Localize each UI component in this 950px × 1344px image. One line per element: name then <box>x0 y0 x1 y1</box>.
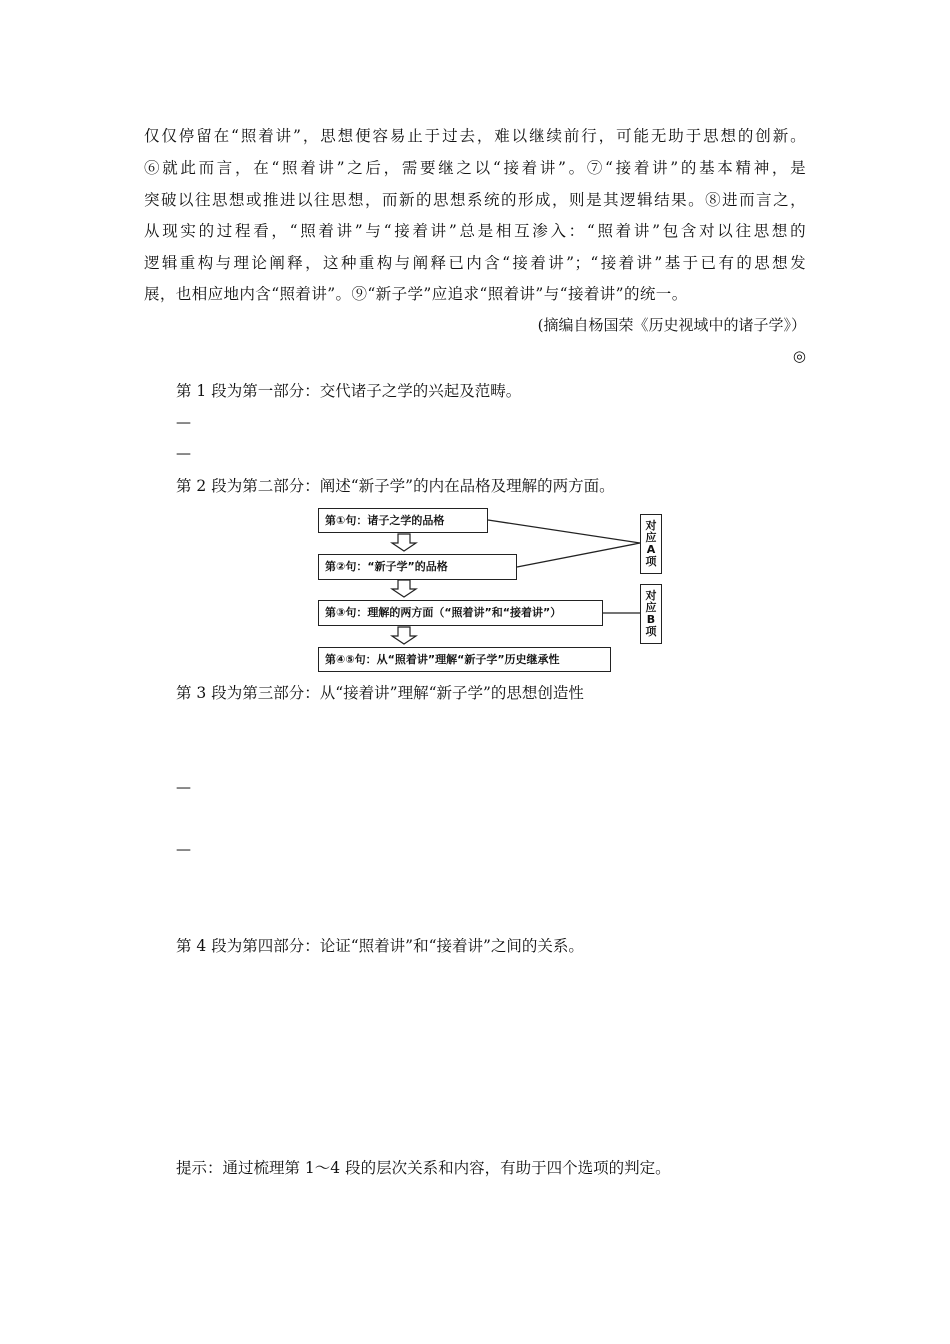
diagram-side-box-b <box>640 584 662 644</box>
passage-line-1: 仅仅停留在“照着讲”，思想便容易止于过去，难以继续前行，可能无助于思想的创新。 <box>144 127 806 145</box>
circle-marker-icon: ◎ <box>792 347 806 365</box>
blank-dash-4: — <box>176 840 191 858</box>
side-b-char-2: 应 <box>645 601 657 614</box>
passage-line-2: ⑥就此而言，在“照着讲”之后，需要继之以“接着讲”。⑦“接着讲”的基本精神，是 <box>144 159 806 177</box>
passage-line-5: 逻辑重构与理论阐释，这种重构与阐释已内含“接着讲”；“接着讲”基于已有的思想发 <box>144 254 806 272</box>
hint-text: 提示：通过梳理第 1～4 段的层次关系和内容，有助于四个选项的判定。 <box>176 1159 671 1177</box>
side-a-char-4: 项 <box>645 555 657 568</box>
diagram-box-sentence-4-5: 第④⑤句：从“照着讲”理解“新子学”历史继承性 <box>318 647 611 672</box>
side-a-char-1: 对 <box>645 519 657 532</box>
passage-line-6: 展，也相应地内含“照着讲”。⑨“新子学”应追求“照着讲”与“接着讲”的统一。 <box>144 285 688 303</box>
side-a-char-2: 应 <box>645 531 657 544</box>
passage-line-4: 从现实的过程看，“照着讲”与“接着讲”总是相互渗入：“照着讲”包含对以往思想的 <box>144 222 806 240</box>
passage-source: (摘编自杨国荣《历史视域中的诸子学》） <box>537 316 806 334</box>
blank-dash-3: — <box>176 778 191 796</box>
diagram-side-box-a <box>640 514 662 574</box>
side-b-char-1: 对 <box>645 589 657 602</box>
passage-line-3: 突破以往思想或推进以往思想，而新的思想系统的形成，则是其逻辑结果。⑧进而言之， <box>144 191 806 209</box>
side-b-char-4: 项 <box>645 625 657 638</box>
outline-part-1: 第 1 段为第一部分：交代诸子之学的兴起及范畴。 <box>176 382 522 400</box>
outline-part-4: 第 4 段为第四部分：论证“照着讲”和“接着讲”之间的关系。 <box>176 937 584 955</box>
diagram-box-sentence-2: 第②句：“新子学”的品格 <box>318 554 517 580</box>
outline-part-3: 第 3 段为第三部分：从“接着讲”理解“新子学”的思想创造性 <box>176 684 584 702</box>
side-a-char-3: A <box>646 543 656 556</box>
diagram-box-sentence-3: 第③句：理解的两方面（“照着讲”和“接着讲”） <box>318 600 603 626</box>
blank-dash-1: — <box>176 413 191 431</box>
outline-part-2: 第 2 段为第二部分：阐述“新子学”的内在品格及理解的两方面。 <box>176 477 615 495</box>
side-b-char-3: B <box>646 613 656 626</box>
blank-dash-2: — <box>176 444 191 462</box>
diagram-box-sentence-1: 第①句：诸子之学的品格 <box>318 508 488 533</box>
